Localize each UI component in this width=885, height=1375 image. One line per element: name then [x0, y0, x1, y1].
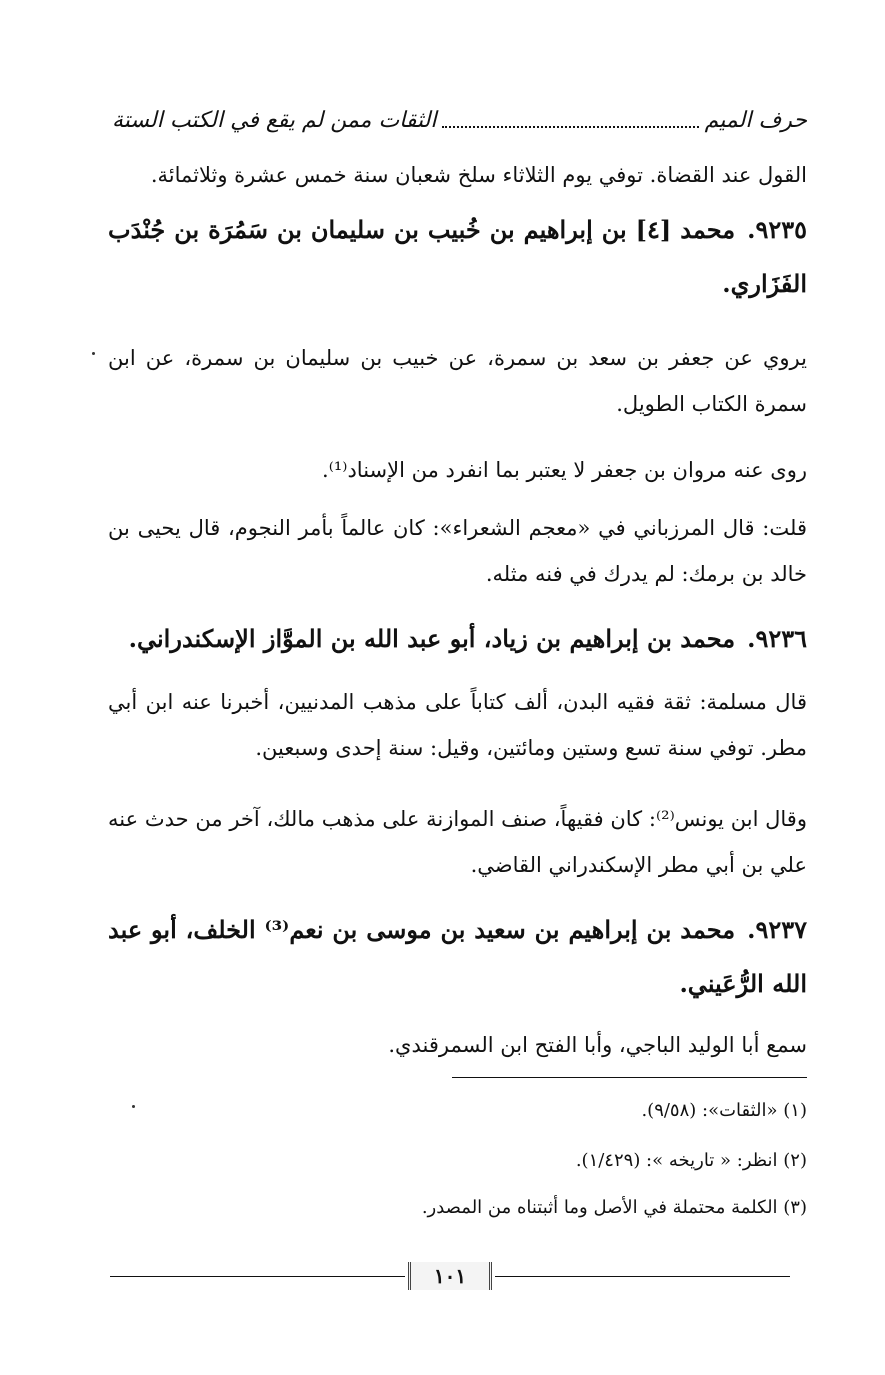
paragraph: سمع أبا الوليد الباجي، وأبا الفتح ابن السمرقندي. — [388, 1033, 807, 1057]
page-number: ١٠١ — [433, 1264, 467, 1288]
footnote-3: (٣) الكلمة محتملة في الأصل وما أثبتناه من المصدر. — [421, 1197, 807, 1218]
paragraph: قلت: قال المرزباني في «معجم الشعراء»: كان عالماً بأمر النجوم، قال يحيى بن خالد بن برمك: لم يدرك في فنه مثله. — [108, 516, 807, 586]
scan-speck — [132, 1105, 135, 1108]
entry-number: ٩٢٣٧. — [747, 915, 807, 944]
entry-heading-text: محمد [٤] بن إبراهيم بن خُبيب بن سليمان بن سَمُرَة بن جُنْدَب الفَزَاري. — [108, 215, 807, 298]
footnote-2: (٢) انظر: « تاريخه »: (١/٤٢٩). — [575, 1150, 807, 1171]
paragraph: روى عنه مروان بن جعفر لا يعتبر بما انفرد من الإسناد⁽¹⁾. — [322, 458, 807, 482]
footer-rule-left — [110, 1276, 405, 1277]
entry-9236-paragraph-1 — [108, 679, 807, 771]
entry-number: ٩٢٣٦. — [747, 624, 807, 653]
paragraph: وقال ابن يونس⁽²⁾: كان فقيهاً، صنف الموازنة على مذهب مالك، آخر من حدث عنه علي بن أبي مطر الإسكندراني القاضي. — [108, 807, 807, 877]
entry-9235-paragraph-1 — [108, 335, 807, 427]
entry-9236-paragraph-2 — [108, 796, 807, 888]
scan-speck — [92, 352, 95, 355]
footnote-separator — [452, 1077, 807, 1078]
footnote-1: (١) «الثقات»: (٩/٥٨). — [641, 1100, 807, 1121]
paragraph: قال مسلمة: ثقة فقيه البدن، ألف كتاباً على مذهب المدنيين، أخبرنا عنه ابن أبي مطر. توفي سنة تسع وستين ومائتين، وقيل: سنة إحدى وسبعين. — [108, 690, 807, 760]
intro-paragraph-block — [108, 152, 807, 198]
entry-9235-paragraph-3 — [108, 505, 807, 597]
entry-heading-text: محمد بن إبراهيم بن زياد، أبو عبد الله بن الموَّاز الإسكندراني. — [128, 624, 736, 653]
intro-paragraph: القول عند القضاة. توفي يوم الثلاثاء سلخ شعبان سنة خمس عشرة وثلاثمائة. — [150, 163, 807, 187]
entry-heading — [108, 612, 807, 666]
entry-9237 — [108, 903, 807, 1011]
entry-heading — [108, 203, 807, 311]
running-header — [112, 102, 807, 138]
chapter-title: حرف الميم — [704, 107, 807, 133]
entry-heading — [108, 903, 807, 1011]
page-number-ornament — [408, 1262, 492, 1290]
page-number-footer — [110, 1262, 790, 1292]
entry-number: ٩٢٣٥. — [747, 215, 807, 244]
book-title: الثقات ممن لم يقع في الكتب الستة — [112, 107, 437, 133]
entry-9236 — [108, 612, 807, 666]
footer-rule-right — [495, 1276, 790, 1277]
entry-9235-paragraph-2 — [108, 447, 807, 493]
entry-9235 — [108, 203, 807, 311]
entry-9237-paragraph-1 — [108, 1022, 807, 1068]
paragraph: يروي عن جعفر بن سعد بن سمرة، عن خبيب بن سليمان بن سمرة، عن ابن سمرة الكتاب الطويل. — [108, 346, 807, 416]
entry-heading-text: محمد بن إبراهيم بن سعيد بن موسى بن نعم⁽³⁾ الخلف، أبو عبد الله الرُّعَيني. — [108, 915, 807, 998]
header-dot-leader — [442, 112, 698, 128]
